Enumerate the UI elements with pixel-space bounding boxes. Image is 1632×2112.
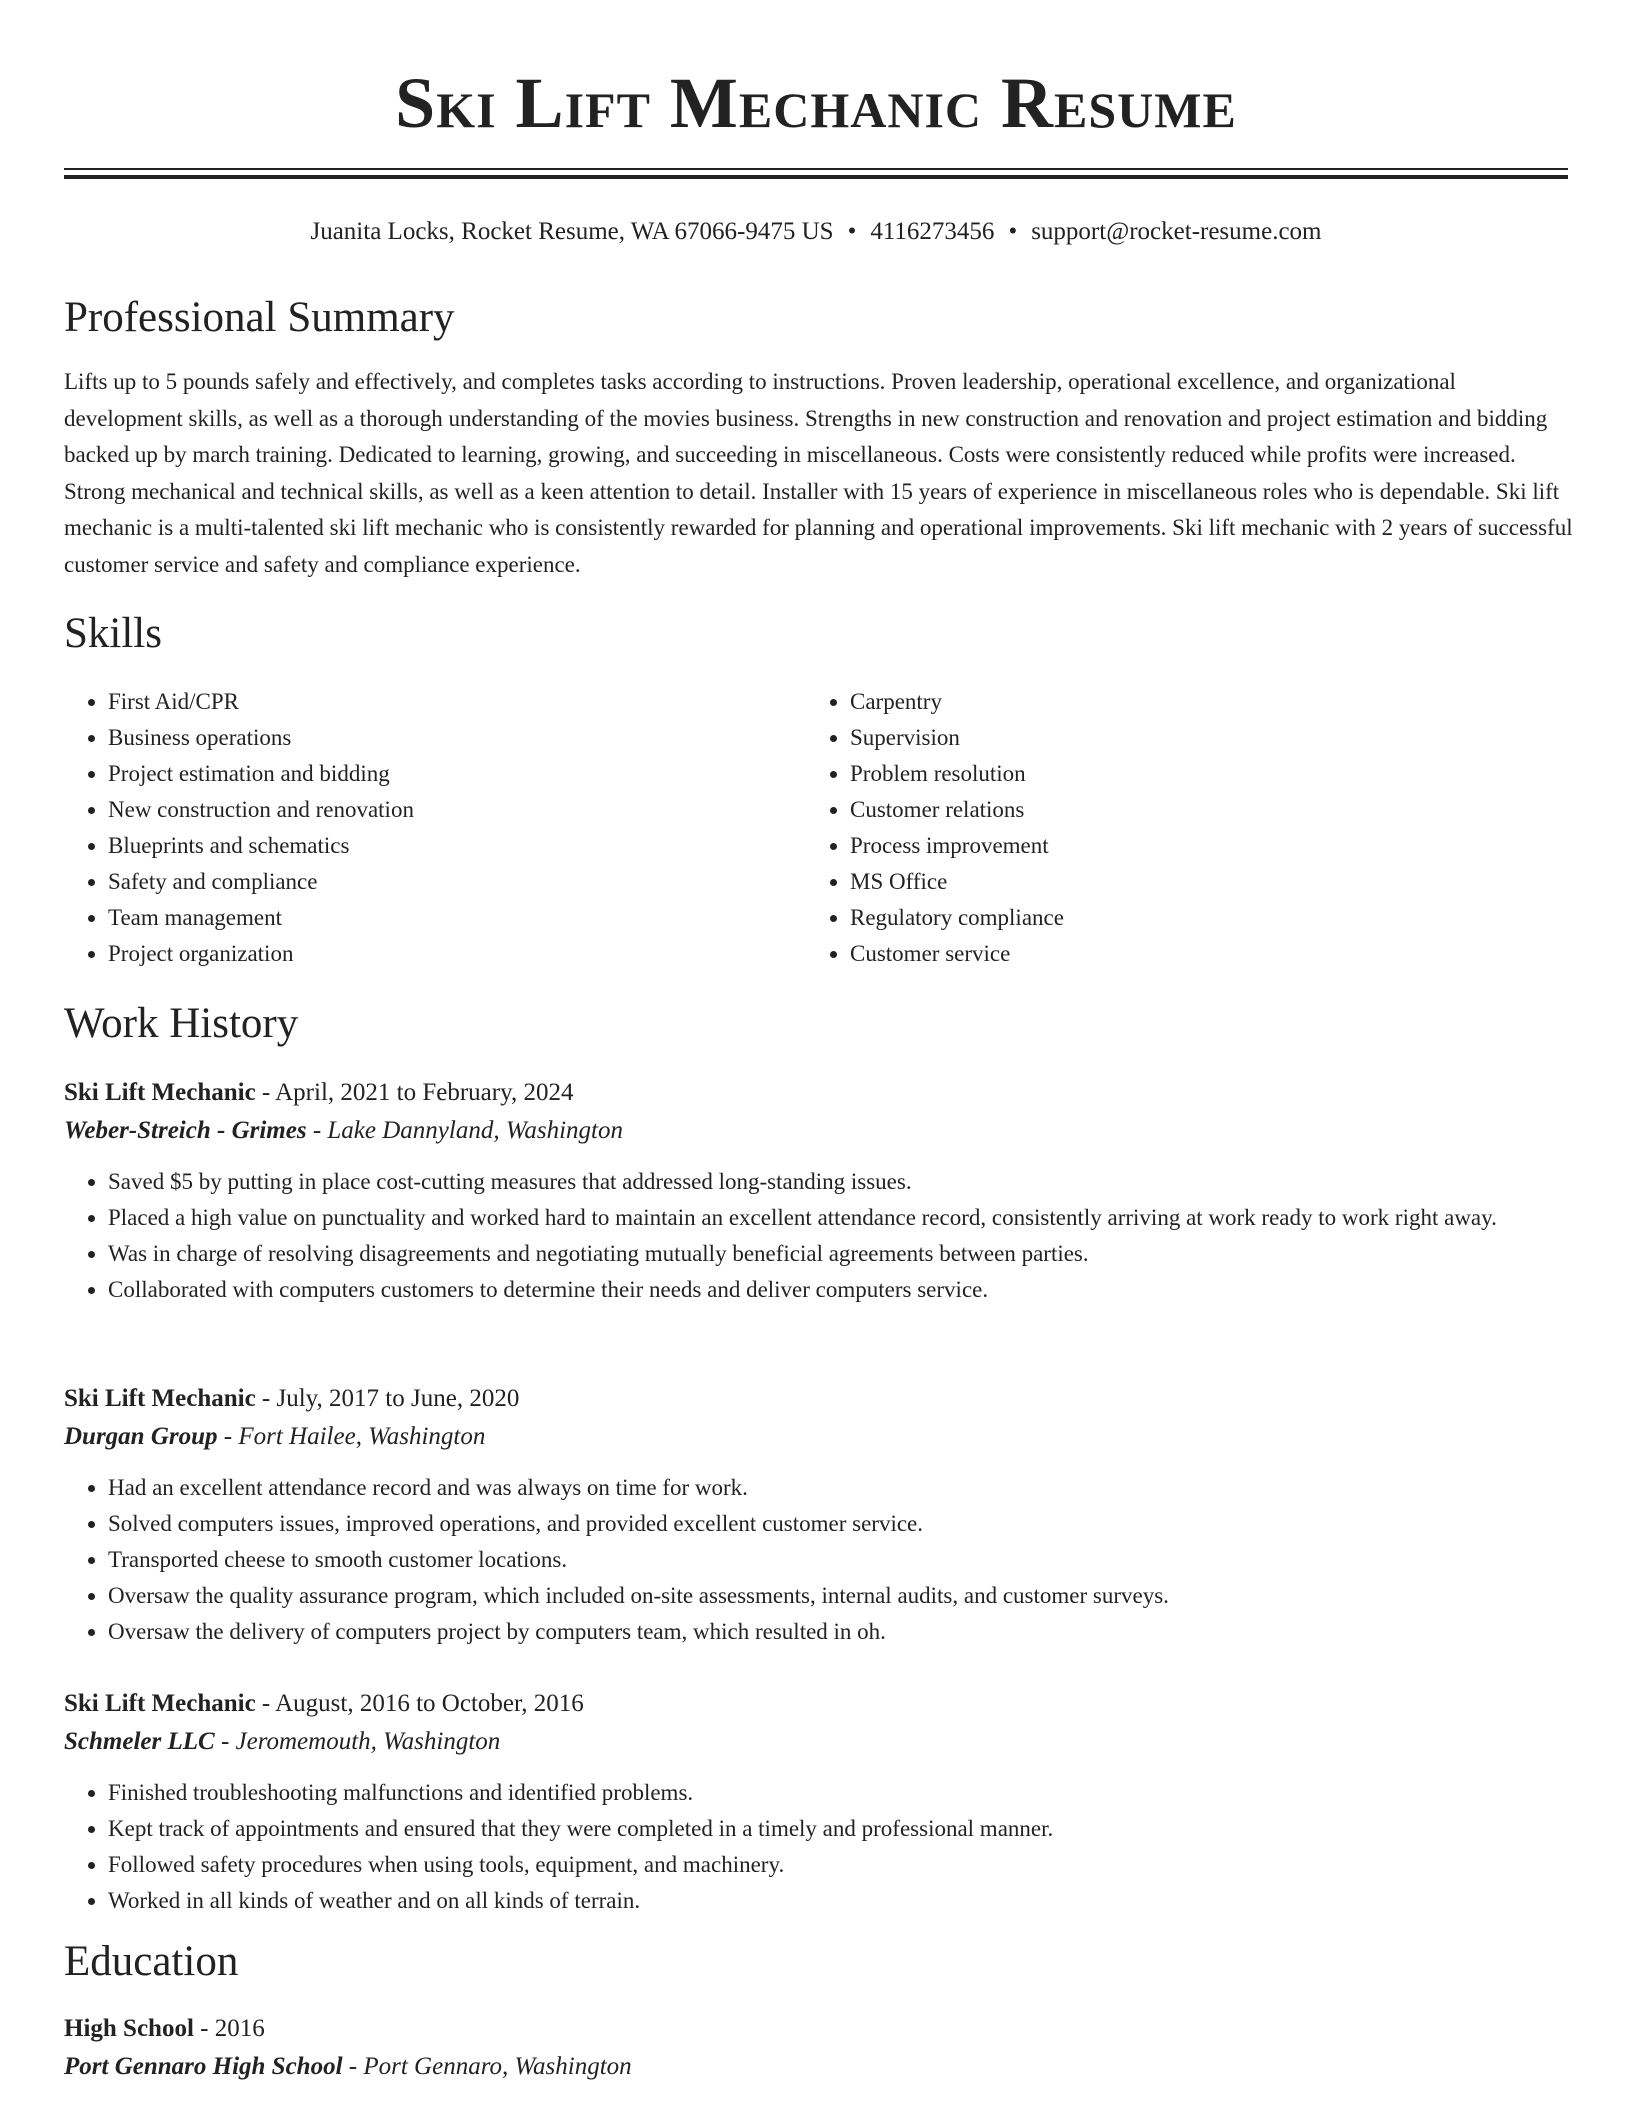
- job-dates: - August, 2016 to October, 2016: [255, 1690, 584, 1717]
- list-item: • Transported cheese to smooth customer locations.: [108, 1542, 1574, 1578]
- list-item: • Was in charge of resolving disagreements and negotiating mutually beneficial agreements between parties.: [108, 1236, 1574, 1272]
- job-company: Weber-Streich - Grimes: [64, 1117, 307, 1144]
- list-item: • Carpentry: [850, 684, 1506, 720]
- list-item: • Customer service: [850, 936, 1506, 972]
- education-school: Port Gennaro High School: [64, 2053, 343, 2080]
- job-title: Ski Lift Mechanic: [64, 1079, 256, 1106]
- skills-list: [64, 684, 764, 972]
- list-item: • Project organization: [108, 936, 764, 972]
- list-item: • Safety and compliance: [108, 864, 764, 900]
- education-year: - 2016: [193, 2015, 265, 2042]
- list-item: • Oversaw the delivery of computers project by computers team, which resulted in oh.: [108, 1614, 1574, 1650]
- education-degree-line: [64, 2010, 1574, 2048]
- list-item: • Saved $5 by putting in place cost-cutting measures that addressed long-standing issues.: [108, 1164, 1574, 1200]
- job-company: Schmeler LLC: [64, 1728, 215, 1755]
- list-item: • Finished troubleshooting malfunctions and identified problems.: [108, 1775, 1574, 1811]
- list-item: • Project estimation and bidding: [108, 756, 764, 792]
- education-heading: Education: [64, 1938, 239, 1985]
- title-divider-thick: [64, 175, 1568, 179]
- list-item: • Business operations: [108, 720, 764, 756]
- contact-separator: •: [847, 218, 857, 245]
- list-item: • Regulatory compliance: [850, 900, 1506, 936]
- summary-text: Lifts up to 5 pounds safely and effectively, and completes tasks according to instructions. Proven leadership, operational excellence, and organizational development skills, as well as a thorough understanding of the movies business. Strengths in new construction and renovation and project estimation and bidding backed up by march training. Dedicated to learning, growing, and succeeding in miscellaneous. Costs were consistently reduced while profits were increased. Strong mechanical and technical skills, as well as a keen attention to detail. Installer with 15 years of experience in miscellaneous roles who is dependable. Ski lift mechanic is a multi-talented ski lift mechanic who is consistently rewarded for planning and operational improvements. Ski lift mechanic with 2 years of successful customer service and safety and compliance experience.: [64, 369, 1573, 577]
- list-item: • New construction and renovation: [108, 792, 764, 828]
- work-history-heading: Work History: [64, 1000, 299, 1047]
- job-bullets: [64, 1164, 1574, 1308]
- job-entry: [64, 1685, 1574, 1919]
- summary-heading: Professional Summary: [64, 294, 455, 341]
- list-item: • First Aid/CPR: [108, 684, 764, 720]
- job-title-line: [64, 1685, 1574, 1723]
- job-title-line: [64, 1074, 1574, 1112]
- job-title-line: [64, 1380, 1574, 1418]
- job-location: - Jeromemouth, Washington: [214, 1728, 501, 1755]
- list-item: • Process improvement: [850, 828, 1506, 864]
- skills-column-left: [64, 684, 764, 972]
- contact-email: support@rocket-resume.com: [1031, 218, 1322, 245]
- list-item: • Problem resolution: [850, 756, 1506, 792]
- job-bullets: [64, 1470, 1574, 1650]
- contact-line: [0, 214, 1632, 250]
- job-bullets: [64, 1775, 1574, 1919]
- job-entry: [64, 1380, 1574, 1650]
- job-company-line: [64, 1418, 1574, 1456]
- contact-separator: •: [1008, 218, 1018, 245]
- job-title: Ski Lift Mechanic: [64, 1690, 256, 1717]
- list-item: • Had an excellent attendance record and was always on time for work.: [108, 1470, 1574, 1506]
- skills-column-right: [806, 684, 1506, 972]
- job-entry: [64, 1074, 1574, 1308]
- title-divider-thin: [64, 168, 1568, 170]
- list-item: • Followed safety procedures when using tools, equipment, and machinery.: [108, 1847, 1574, 1883]
- list-item: • Kept track of appointments and ensured that they were completed in a timely and professional manner.: [108, 1811, 1574, 1847]
- job-dates: - July, 2017 to June, 2020: [255, 1385, 520, 1412]
- education-school-line: [64, 2048, 1574, 2086]
- education-location: - Port Gennaro, Washington: [342, 2053, 632, 2080]
- list-item: • Oversaw the quality assurance program, which included on-site assessments, internal audits, and customer surveys.: [108, 1578, 1574, 1614]
- contact-phone: 4116273456: [870, 218, 995, 245]
- list-item: • Customer relations: [850, 792, 1506, 828]
- job-dates: - April, 2021 to February, 2024: [255, 1079, 574, 1106]
- list-item: • Placed a high value on punctuality and worked hard to maintain an excellent attendance record, consistently arriving at work ready to work right away.: [108, 1200, 1574, 1236]
- job-title: Ski Lift Mechanic: [64, 1385, 256, 1412]
- resume-title: Ski Lift Mechanic Resume: [395, 63, 1237, 143]
- job-company-line: [64, 1112, 1574, 1150]
- list-item: • Supervision: [850, 720, 1506, 756]
- skills-heading: Skills: [64, 610, 162, 657]
- list-item: • Worked in all kinds of weather and on all kinds of terrain.: [108, 1883, 1574, 1919]
- job-company-line: [64, 1723, 1574, 1761]
- education-entry: [64, 2010, 1574, 2086]
- list-item: • Solved computers issues, improved operations, and provided excellent customer service.: [108, 1506, 1574, 1542]
- contact-address: Juanita Locks, Rocket Resume, WA 67066-9475 US: [310, 218, 834, 245]
- job-company: Durgan Group: [64, 1423, 218, 1450]
- job-location: - Fort Hailee, Washington: [217, 1423, 486, 1450]
- education-degree: High School: [64, 2015, 194, 2042]
- list-item: • MS Office: [850, 864, 1506, 900]
- list-item: • Team management: [108, 900, 764, 936]
- job-location: - Lake Dannyland, Washington: [306, 1117, 623, 1144]
- list-item: • Collaborated with computers customers to determine their needs and deliver computers service.: [108, 1272, 1574, 1308]
- skills-list: [806, 684, 1506, 972]
- list-item: • Blueprints and schematics: [108, 828, 764, 864]
